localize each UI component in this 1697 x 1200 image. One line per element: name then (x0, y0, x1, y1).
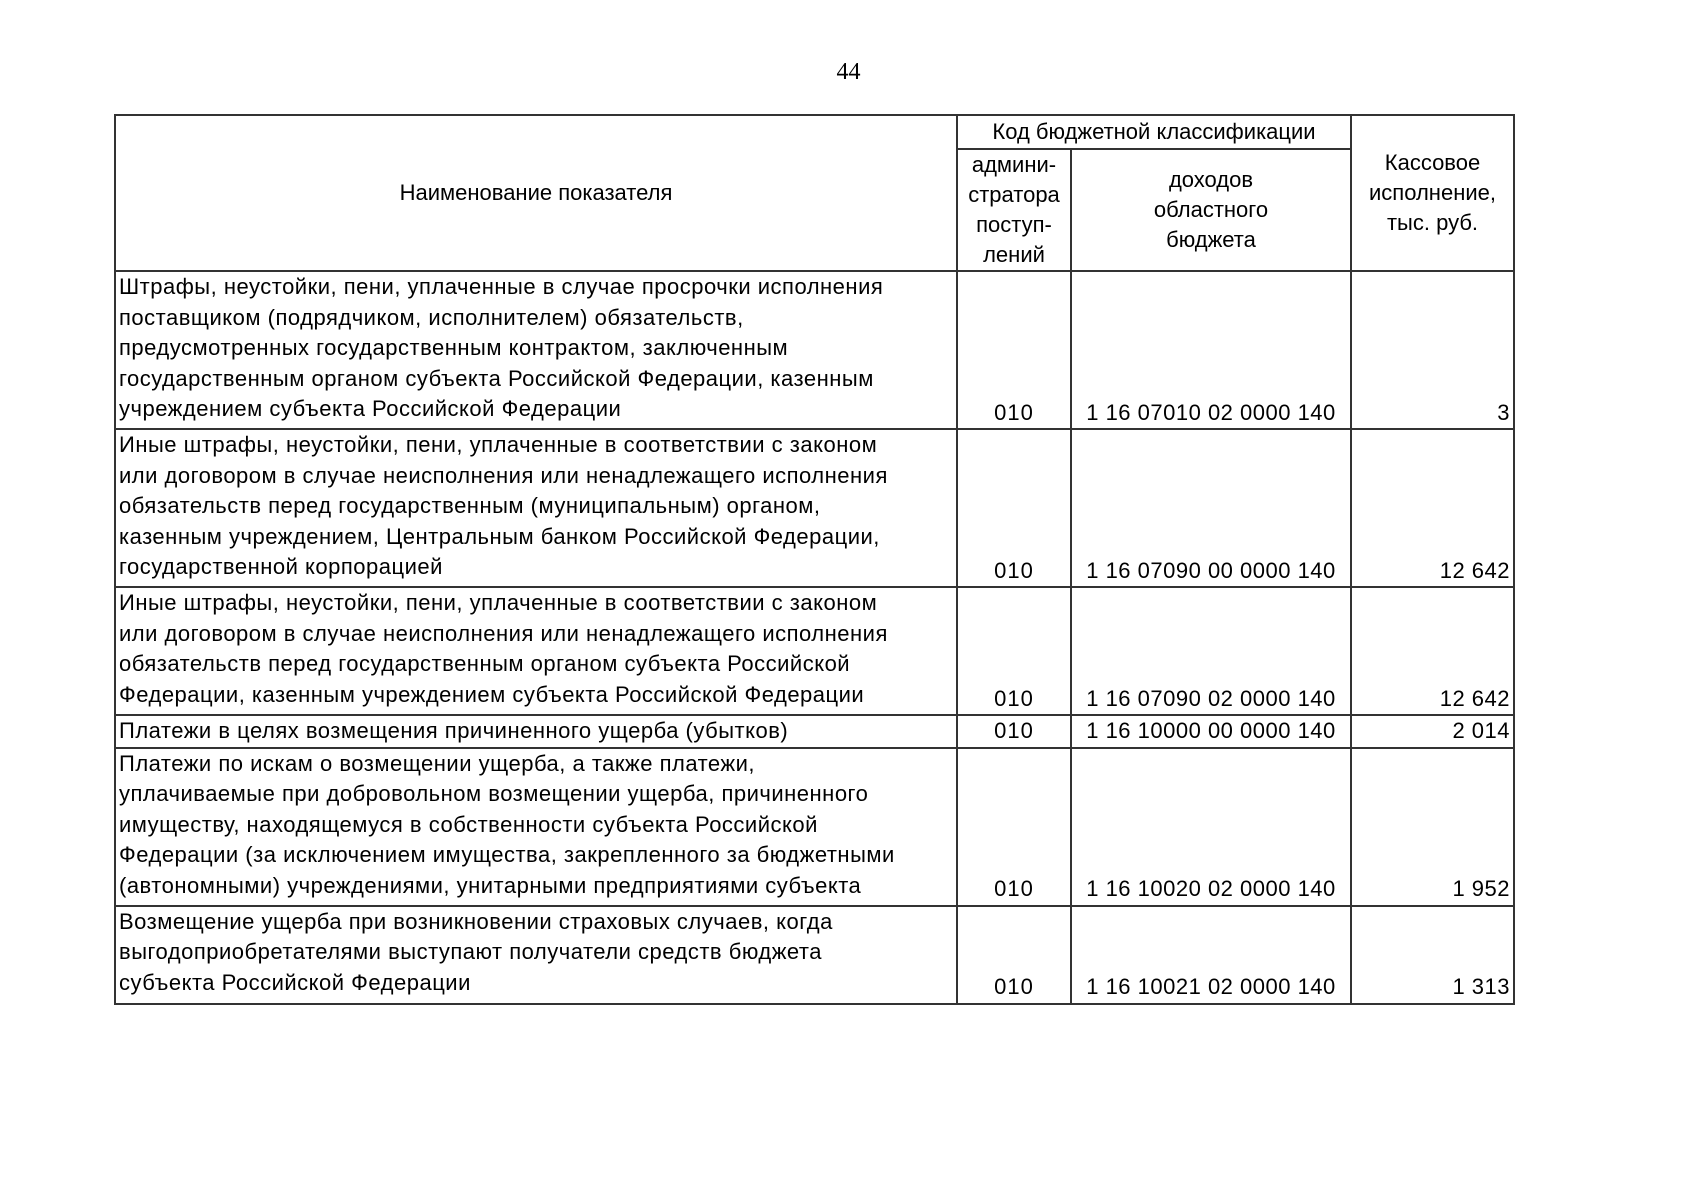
cash-execution-cell: 1 952 (1351, 748, 1514, 906)
administrator-code-cell: 010 (957, 748, 1071, 906)
income-code-cell: 1 16 07090 00 0000 140 (1071, 429, 1351, 587)
table-row (115, 906, 1514, 1004)
indicator-name-line: обязательств перед государственным органом субъекта Российской (119, 651, 851, 676)
indicator-name-line: или договором в случае неисполнения или ненадлежащего исполнения (119, 462, 888, 488)
indicator-name-line: имуществу, находящемуся в собственности субъекта Российской (119, 811, 818, 837)
header-cash-execution-line: исполнение, (1369, 180, 1496, 205)
cash-execution-cell: 1 313 (1351, 906, 1514, 1004)
indicator-name-line: поставщиком (подрядчиком, исполнителем) обязательств, (119, 304, 744, 330)
administrator-code-cell: 010 (957, 429, 1071, 587)
header-income-line: доходов (1168, 167, 1254, 192)
header-indicator-name: Наименование показателя (115, 115, 957, 271)
table-row (115, 271, 1514, 429)
budget-revenue-table (114, 114, 1515, 1005)
indicator-name-line: уплачиваемые при добровольном возмещении ущерба, причиненного (119, 781, 869, 806)
cash-execution-cell: 12 642 (1351, 587, 1514, 715)
page-number: 44 (836, 59, 861, 85)
cash-execution-cell: 3 (1351, 271, 1514, 429)
indicator-name-line: выгодоприобретателями выступают получатели средств бюджета (119, 939, 822, 964)
income-code-cell: 1 16 10020 02 0000 140 (1071, 748, 1351, 906)
indicator-name-line: Возмещение ущерба при возникновении страховых случаев, когда (119, 908, 833, 934)
header-cash-execution-line: тыс. руб. (1386, 210, 1479, 235)
indicator-name-line: государственной корпорацией (119, 554, 443, 579)
income-code-cell: 1 16 10000 00 0000 140 (1071, 715, 1351, 748)
indicator-name-line: государственным органом субъекта Российской Федерации, казенным (119, 365, 874, 391)
indicator-name-line: Иные штрафы, неустойки, пени, уплаченные в соответствии с законом (119, 432, 878, 457)
indicator-name-line: Федерации, казенным учреждением субъекта Российской Федерации (119, 681, 865, 707)
header-cash-execution (1351, 115, 1514, 271)
indicator-name-line: предусмотренных государственным контрактом, заключенным (119, 335, 789, 360)
table-row (115, 429, 1514, 587)
header-regional-budget-income (1071, 149, 1351, 271)
indicator-name-cell (115, 587, 957, 715)
administrator-code-cell: 010 (957, 715, 1071, 748)
income-code-cell: 1 16 10021 02 0000 140 (1071, 906, 1351, 1004)
indicator-name-cell (115, 429, 957, 587)
header-admin-line: лений (983, 242, 1045, 267)
income-code-cell: 1 16 07090 02 0000 140 (1071, 587, 1351, 715)
indicator-name-line: субъекта Российской Федерации (119, 969, 471, 995)
header-budget-classification-code: Код бюджетной классификации (957, 115, 1351, 149)
indicator-name-line: Платежи по искам о возмещении ущерба, а также платежи, (119, 750, 756, 776)
indicator-name-line: (автономными) учреждениями, унитарными предприятиями субъекта (119, 872, 862, 898)
header-admin-line: поступ- (976, 212, 1052, 237)
table-row (115, 748, 1514, 906)
cash-execution-cell: 12 642 (1351, 429, 1514, 587)
income-code-cell: 1 16 07010 02 0000 140 (1071, 271, 1351, 429)
indicator-name-line: обязательств перед государственным (муниципальным) органом, (119, 493, 821, 518)
indicator-name-line: или договором в случае неисполнения или ненадлежащего исполнения (119, 620, 888, 646)
header-admin-line: админи- (971, 152, 1057, 177)
indicator-name-line: Платежи в целях возмещения причиненного ущерба (убытков) (119, 718, 789, 743)
header-income-line: областного (1153, 197, 1269, 222)
indicator-name-cell (115, 715, 957, 748)
indicator-name-cell (115, 748, 957, 906)
table-header (115, 115, 1514, 271)
header-admin-line: стратора (968, 182, 1060, 207)
table-row (115, 587, 1514, 715)
indicator-name-line: Штрафы, неустойки, пени, уплаченные в случае просрочки исполнения (119, 274, 884, 299)
indicator-name-line: учреждением субъекта Российской Федерации (119, 396, 622, 421)
header-revenue-administrator (957, 149, 1071, 271)
header-cash-execution-line: Кассовое (1384, 150, 1481, 175)
indicator-name-line: Иные штрафы, неустойки, пени, уплаченные в соответствии с законом (119, 590, 878, 615)
indicator-name-line: казенным учреждением, Центральным банком Российской Федерации, (119, 523, 880, 549)
header-income-line: бюджета (1166, 227, 1256, 252)
cash-execution-cell: 2 014 (1351, 715, 1514, 748)
administrator-code-cell: 010 (957, 906, 1071, 1004)
indicator-name-line: Федерации (за исключением имущества, закрепленного за бюджетными (119, 842, 895, 867)
table-body (115, 271, 1514, 1004)
table-row (115, 715, 1514, 748)
administrator-code-cell: 010 (957, 587, 1071, 715)
administrator-code-cell: 010 (957, 271, 1071, 429)
indicator-name-cell (115, 906, 957, 1004)
indicator-name-cell (115, 271, 957, 429)
